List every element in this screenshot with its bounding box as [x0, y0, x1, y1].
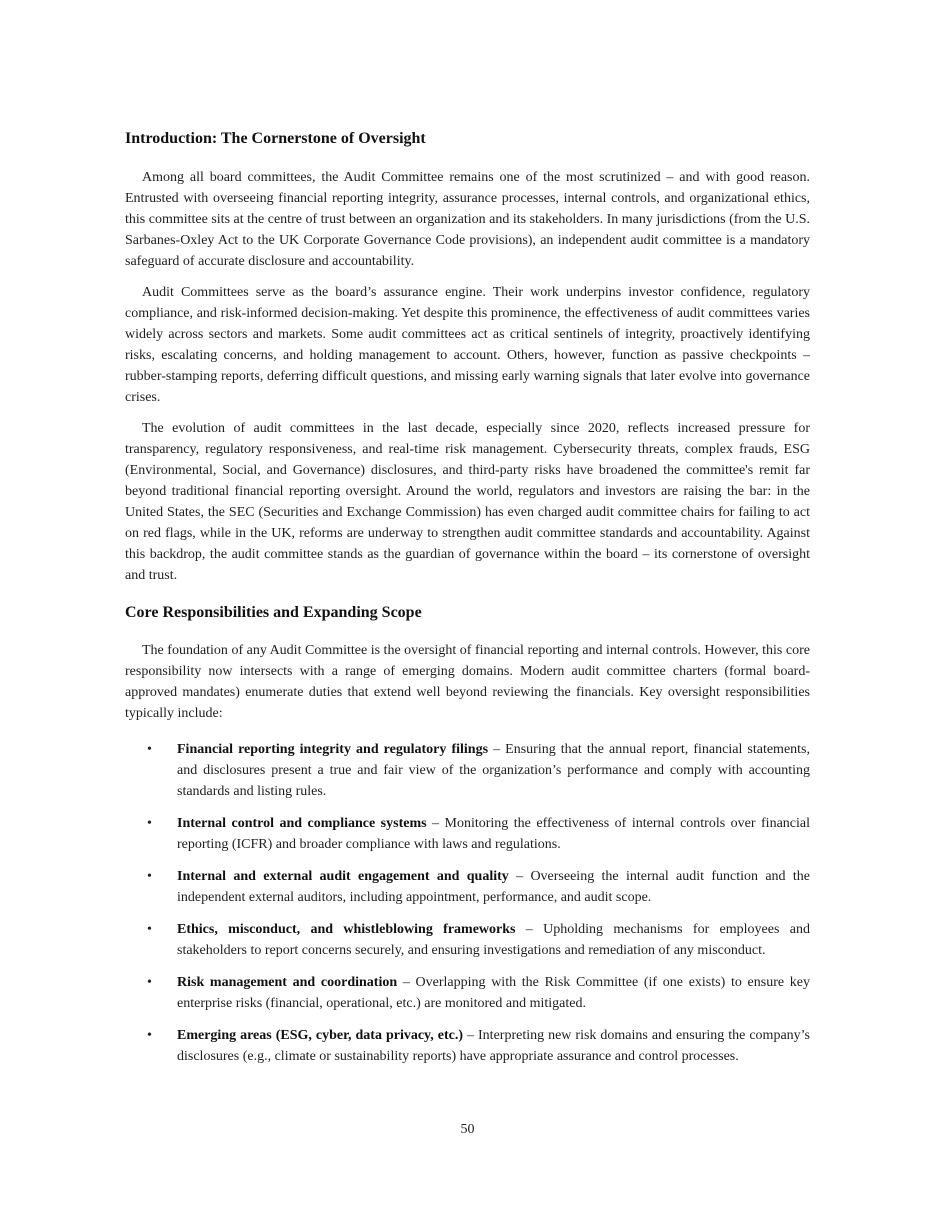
- list-item: [125, 813, 810, 855]
- list-item-title: Risk management and coordination: [177, 975, 398, 990]
- responsibilities-list: [125, 739, 810, 1067]
- list-item: [125, 1025, 810, 1067]
- list-item-text: – Overlapping with the Risk Committee (if one exists) to ensure key enterprise risks (financial, operational, etc.) are monitored and mitigated.: [177, 975, 810, 1011]
- bullet-icon: •: [147, 922, 152, 937]
- list-item-title: Emerging areas (ESG, cyber, data privacy, etc.): [177, 1028, 464, 1043]
- list-item-text: – Interpreting new risk domains and ensuring the company’s disclosures (e.g., climate or sustainability reports) have appropriate assurance and control processes.: [177, 1028, 810, 1064]
- bullet-icon: •: [147, 1028, 152, 1043]
- list-item-text: – Monitoring the effectiveness of internal controls over financial reporting (ICFR) and broader compliance with laws and regulations.: [177, 816, 810, 852]
- bullet-icon: •: [147, 975, 152, 990]
- list-item-title: Internal and external audit engagement and quality: [177, 869, 509, 884]
- bullet-icon: •: [147, 869, 152, 884]
- section-heading-introduction: Introduction: The Cornerstone of Oversight: [125, 130, 426, 147]
- section-heading-core-responsibilities: Core Responsibilities and Expanding Scope: [125, 604, 422, 621]
- list-item: [125, 866, 810, 908]
- list-item-title: Financial reporting integrity and regulatory filings: [177, 742, 489, 757]
- page-number: 50: [460, 1122, 475, 1137]
- document-page: [125, 128, 810, 1078]
- intro-paragraph-3: The evolution of audit committees in the last decade, especially since 2020, reflects increased pressure for transparency, regulatory responsiveness, and real-time risk management. Cybersecurity threats, complex frauds, ESG (Environmental, Social, and Governance) disclosures, and third-party risks have broadened the committee's remit far beyond traditional financial reporting oversight. Around the world, regulators and investors are raising the bar: in the United States, the SEC (Securities and Exchange Commission) has even charged audit committee chairs for failing to act on red flags, while in the UK, reforms are underway to strengthen audit committee standards and accountability. Against this backdrop, the audit committee stands as the guardian of governance within the board – its cornerstone of oversight and trust.: [125, 421, 810, 583]
- list-item-title: Internal control and compliance systems: [177, 816, 427, 831]
- list-item: [125, 739, 810, 802]
- bullet-icon: •: [147, 742, 152, 757]
- list-item-text: – Upholding mechanisms for employees and stakeholders to report concerns securely, and ensuring investigations and remediation of any misconduct.: [177, 922, 810, 958]
- list-item-text: – Ensuring that the annual report, financial statements, and disclosures present a true and fair view of the organization’s performance and comply with accounting standards and listing rules.: [177, 742, 811, 799]
- list-item-text: – Overseeing the internal audit function and the independent external auditors, including appointment, performance, and audit scope.: [177, 869, 810, 905]
- intro-paragraph-2: Audit Committees serve as the board’s assurance engine. Their work underpins investor confidence, regulatory compliance, and risk-informed decision-making. Yet despite this prominence, the effectiveness of audit committees varies widely across sectors and markets. Some audit committees act as critical sentinels of integrity, proactively identifying risks, escalating concerns, and holding management to account. Others, however, function as passive checkpoints – rubber-stamping reports, deferring difficult questions, and missing early warning signals that later evolve into governance crises.: [125, 285, 810, 405]
- list-item-title: Ethics, misconduct, and whistleblowing frameworks: [177, 922, 516, 937]
- core-paragraph-1: The foundation of any Audit Committee is the oversight of financial reporting and internal controls. However, this core responsibility now intersects with a range of emerging domains. Modern audit committee charters (formal board-approved mandates) enumerate duties that extend well beyond reviewing the financials. Key oversight responsibilities typically include:: [125, 643, 810, 721]
- list-item: [125, 919, 810, 961]
- intro-paragraph-1: Among all board committees, the Audit Committee remains one of the most scrutinized – and with good reason. Entrusted with overseeing financial reporting integrity, assurance processes, internal controls, and organizational ethics, this committee sits at the centre of trust between an organization and its stakeholders. In many jurisdictions (from the U.S. Sarbanes-Oxley Act to the UK Corporate Governance Code provisions), an independent audit committee is a mandatory safeguard of accurate disclosure and accountability.: [125, 170, 810, 269]
- bullet-icon: •: [147, 816, 152, 831]
- list-item: [125, 972, 810, 1014]
